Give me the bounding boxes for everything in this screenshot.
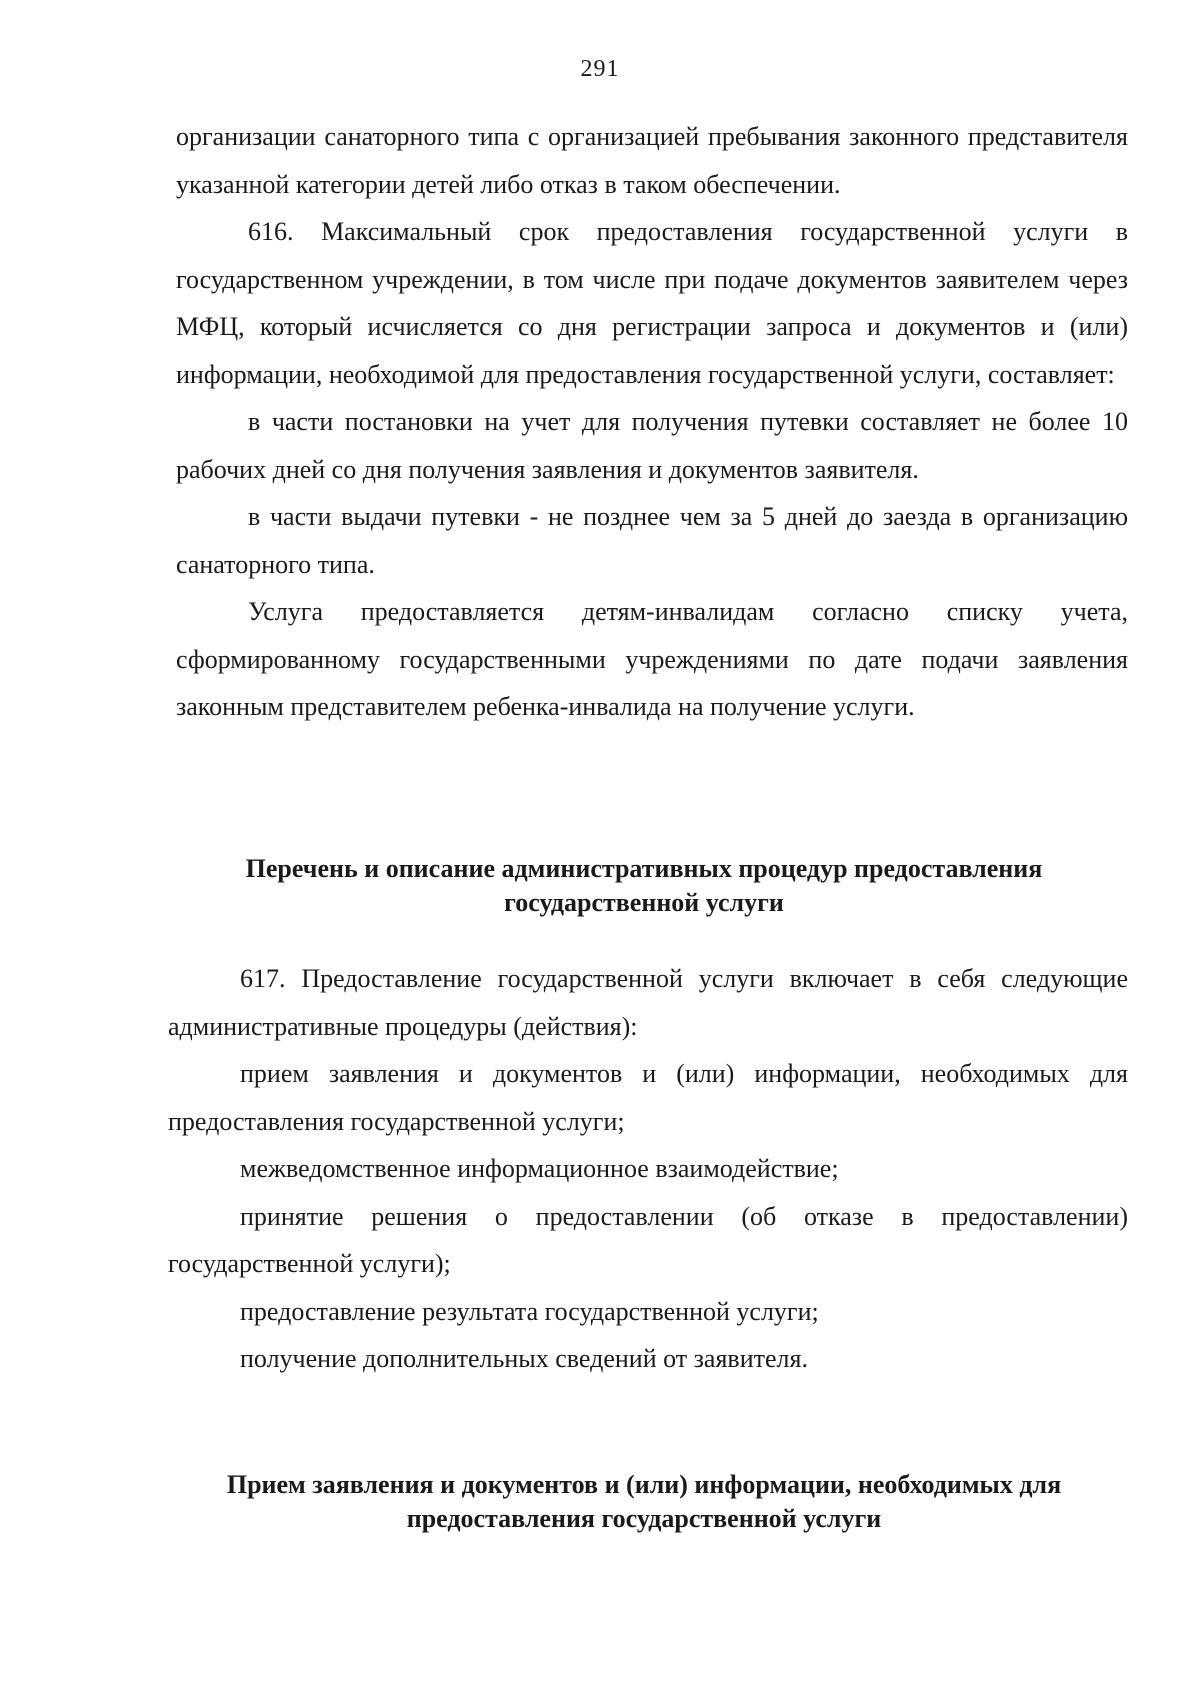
heading-line: Прием заявления и документов и (или) информации, необходимых для: [226, 1470, 1062, 1499]
list-item: предоставление результата государственной услуги;: [240, 1296, 819, 1326]
section-heading: [160, 1468, 1128, 1536]
body-text-block: [176, 113, 1128, 731]
list-item: принятие решения о предоставлении (об отказе в предоставлении) государственной услуги);: [168, 1201, 1128, 1278]
paragraph-617: 617. Предоставление государственной услуги включает в себя следующие административные процедуры (действия):: [168, 964, 1128, 1041]
list-item: прием заявления и документов и (или) информации, необходимых для предоставления государственной услуги;: [168, 1059, 1128, 1136]
paragraph: Услуга предоставляется детям-инвалидам согласно списку учета, сформированному государственными учреждениями по дате подачи заявления законным представителем ребенка-инвалида на получение услуги.: [176, 597, 1128, 721]
procedures-list-block: [168, 955, 1128, 1383]
heading-line: Перечень и описание административных процедур предоставления: [245, 854, 1043, 883]
paragraph: в части выдачи путевки - не позднее чем за 5 дней до заезда в организацию санаторного типа.: [176, 502, 1128, 579]
paragraph: организации санаторного типа с организацией пребывания законного представителя указанной категории детей либо отказ в таком обеспечении.: [176, 122, 1128, 199]
heading-line: предоставления государственной услуги: [406, 1504, 882, 1533]
heading-line: государственной услуги: [504, 888, 784, 917]
paragraph-616: 616. Максимальный срок предоставления государственной услуги в государственном учреждении, в том числе при подаче документов заявителем через МФЦ, который исчисляется со дня регистрации запроса и документов и (или) информации, необходимой для предоставления государственной услуги, составляет:: [176, 217, 1128, 389]
list-item: межведомственное информационное взаимодействие;: [240, 1154, 839, 1183]
section-heading: [160, 852, 1128, 920]
paragraph: в части постановки на учет для получения путевки составляет не более 10 рабочих дней со дня получения заявления и документов заявителя.: [176, 407, 1128, 484]
page-number: 291: [580, 56, 620, 82]
list-item: получение дополнительных сведений от заявителя.: [240, 1344, 808, 1373]
